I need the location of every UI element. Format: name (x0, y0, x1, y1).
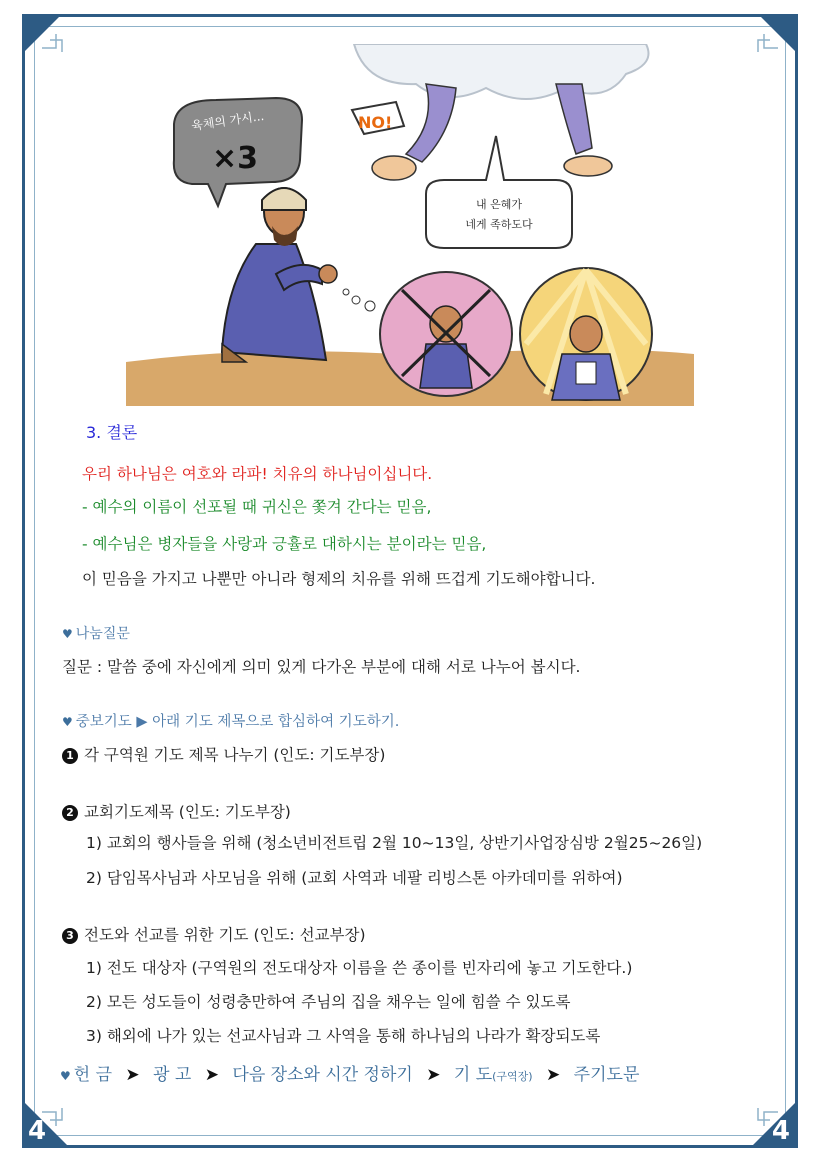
speech-bubble-no (352, 102, 404, 134)
prayer-item-2-text: 교회기도제목 (인도: 기도부장) (84, 803, 291, 821)
bubble-right-line1: 내 은혜가 (475, 198, 523, 211)
right-hand (564, 156, 612, 176)
conclusion-line-green-1: - 예수의 이름이 선포될 때 귀신은 쫓겨 간다는 믿음, (82, 498, 432, 516)
arrow-icon: ➤ (546, 1065, 561, 1085)
thought-bubble-glow (520, 268, 652, 400)
circled-number-icon: 2 (62, 805, 78, 821)
prayer-label (62, 710, 399, 731)
service-step-prayer: 기 도 (453, 1065, 493, 1085)
bubble-no-text: NO! (358, 113, 393, 132)
prayer-item-2-sub-2: 2) 담임목사님과 사모님을 위해 (교회 사역과 네팔 리빙스톤 아카데미를 위하여) (86, 869, 623, 887)
service-step-prayer-note: (구역장) (492, 1070, 533, 1083)
illustration (126, 44, 694, 406)
arrow-icon: ➤ (204, 1065, 219, 1085)
thought-dot (365, 301, 375, 311)
bubble-left-multiplier: ×3 (212, 141, 259, 176)
sharing-label-text: 나눔질문 (75, 626, 130, 642)
cloud (354, 44, 649, 99)
prayer-item-1 (62, 743, 385, 765)
thought-dot (343, 289, 349, 295)
thought-bubble-crossed (380, 272, 512, 396)
page-number-right: 4 (771, 1116, 790, 1146)
prayer-item-3-sub-1: 1) 전도 대상자 (구역원의 전도대상자 이름을 쓴 종이를 빈자리에 놓고 기도한다.) (86, 959, 633, 977)
left-hand (372, 156, 416, 180)
service-step-announcement: 광 고 (153, 1065, 192, 1085)
prayer-item-3-sub-2: 2) 모든 성도들이 성령충만하여 주님의 집을 채우는 일에 힘쓸 수 있도록 (86, 993, 571, 1011)
prayer-item-2 (62, 800, 291, 822)
prayer-label-suffix: ▶ 아래 기도 제목으로 합심하여 기도하기. (136, 714, 400, 730)
sharing-question: 질문 : 말씀 중에 자신에게 의미 있게 다가온 부분에 대해 서로 나누어 봅시다. (62, 658, 581, 676)
prayer-item-3-sub-3: 3) 해외에 나가 있는 선교사님과 그 사역을 통해 하나님의 나라가 확장되도록 (86, 1027, 601, 1045)
heart-icon: ♥ (60, 1069, 71, 1083)
speech-bubble-right (426, 136, 572, 248)
left-sleeve (406, 84, 456, 162)
conclusion-line-red: 우리 하나님은 여호와 라파! 치유의 하나님이십니다. (82, 465, 433, 483)
thought-dot (352, 296, 360, 304)
page-number-left: 4 (28, 1116, 47, 1146)
heart-icon: ♥ (62, 715, 73, 729)
right-sleeve (556, 84, 592, 154)
arrow-icon: ➤ (426, 1065, 441, 1085)
service-step-offering: 헌 금 (73, 1065, 113, 1085)
service-step-next-meeting: 다음 장소와 시간 정하기 (232, 1065, 413, 1085)
conclusion-line-black: 이 믿음을 가지고 나뿐만 아니라 형제의 치유를 위해 뜨겁게 기도해야합니다. (82, 570, 596, 588)
prayer-item-3-text: 전도와 선교를 위한 기도 (인도: 선교부장) (84, 926, 366, 944)
kneeling-man (222, 188, 337, 362)
circled-number-icon: 3 (62, 928, 78, 944)
service-step-lords-prayer: 주기도문 (573, 1065, 640, 1085)
prayer-label-text: 중보기도 (75, 714, 132, 730)
circled-number-icon: 1 (62, 748, 78, 764)
bubble-right-line2: 네게 족하도다 (465, 218, 533, 231)
prayer-item-2-sub-1: 1) 교회의 행사들을 위해 (청소년비전트립 2월 10~13일, 상반기사업장심방 2월25~26일) (86, 834, 703, 852)
conclusion-line-green-2: - 예수님은 병자들을 사랑과 긍휼로 대하시는 분이라는 믿음, (82, 535, 487, 553)
service-order (60, 1060, 639, 1085)
arrow-icon: ➤ (125, 1065, 140, 1085)
bubble-left-text: 육체의 가시... (190, 108, 265, 133)
prayer-item-3 (62, 923, 366, 945)
sharing-label (62, 623, 130, 643)
heart-icon: ♥ (62, 627, 73, 641)
conclusion-heading: 3. 결론 (86, 423, 138, 442)
prayer-item-1-text: 각 구역원 기도 제목 나누기 (인도: 기도부장) (84, 746, 386, 764)
